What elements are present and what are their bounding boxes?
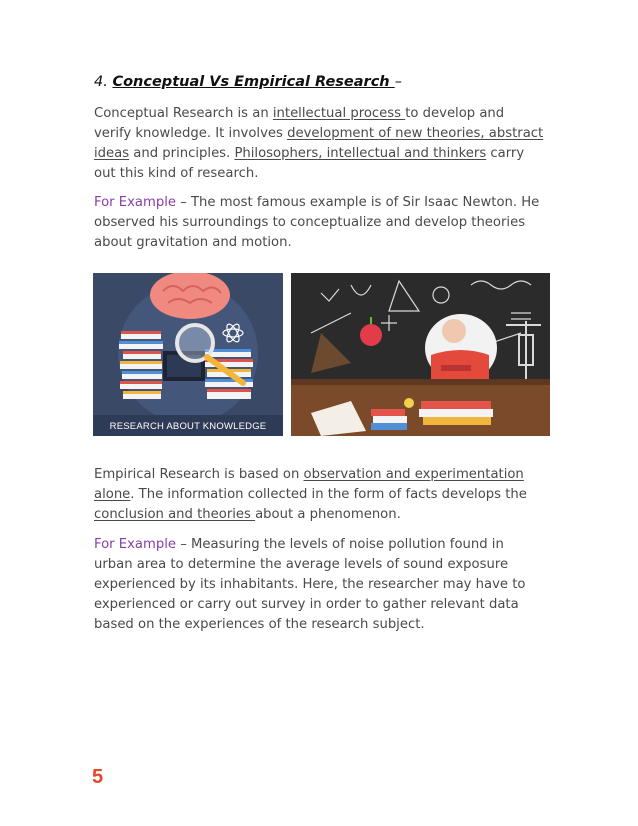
text-run: and principles. [129, 146, 235, 161]
example-lead: For Example [94, 195, 177, 210]
research-about-knowledge-illustration [93, 273, 283, 436]
empirical-paragraph [94, 465, 544, 525]
conceptual-example-paragraph [94, 193, 544, 253]
example-text: – The most famous example is of Sir Isaac Newton. He observed his surroundings to conceptualize and develop theories about gravitation and motion. [94, 195, 540, 250]
text-run: . The information collected in the form of facts develops the [130, 487, 527, 502]
page-number: 5 [92, 766, 104, 788]
brain-icon [150, 273, 230, 319]
text-run: about a phenomenon. [255, 507, 401, 522]
underlined-phrase: conclusion and theories [94, 507, 256, 522]
text-run: Empirical Research is based on [94, 467, 304, 482]
text-run: carry out this kind of research. [94, 146, 525, 181]
section-dash: – [394, 74, 402, 90]
section-heading [94, 74, 402, 90]
section-title: Conceptual Vs Empirical Research [112, 74, 395, 90]
underlined-phrase: intellectual process [272, 106, 406, 121]
example-text: – Measuring the levels of noise pollution found in urban area to determine the average levels of sound exposure experienced by its inhabitants. Here, the researcher may have to experienced or carry out survey in order to gather relevant data based on the experiences of the research subject. [94, 537, 526, 632]
illustration-caption: RESEARCH ABOUT KNOWLEDGE [109, 421, 267, 432]
underlined-phrase: development of new theories, abstract ideas [94, 126, 544, 161]
underlined-phrase: observation and experimentation alone [94, 467, 524, 502]
text-run: Conceptual Research is an [94, 106, 273, 121]
books-brain-graphic [93, 273, 283, 436]
apple-icon [360, 324, 382, 346]
section-number: 4. [94, 74, 108, 90]
newton-graphic [291, 273, 550, 436]
newton-chalkboard-illustration [291, 273, 550, 436]
empirical-example-paragraph [94, 535, 544, 635]
conceptual-paragraph [94, 104, 544, 184]
text-run: to develop and verify knowledge. It involves [94, 106, 505, 141]
example-lead: For Example [94, 537, 177, 552]
candle-icon [404, 398, 414, 408]
underlined-phrase: Philosophers, intellectual and thinkers [234, 146, 487, 161]
